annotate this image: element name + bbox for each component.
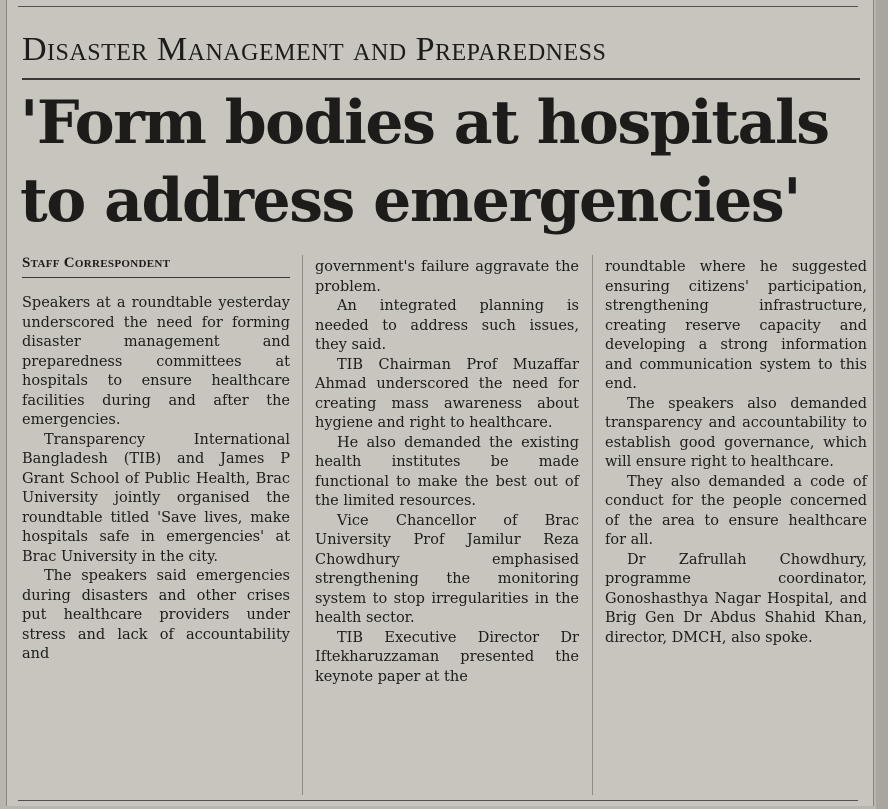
byline-block [22, 253, 292, 278]
section-kicker: Disaster Management and Preparedness [22, 31, 607, 68]
byline-rule [22, 277, 290, 278]
paragraph: roundtable where he suggested ensuring citizens' participation, strengthening infrastructure, creating reserve capacity and developing a strong information and communication system to this end. [605, 259, 867, 392]
paragraph: The speakers said emergencies during disasters and other crises put healthcare providers under stress and lack of accountability and [22, 568, 290, 662]
article-column-1 [22, 294, 290, 665]
paragraph: Transparency International Bangladesh (TIB) and James P Grant School of Public Health, Brac University jointly organised the roundtable titled 'Save lives, make hospitals safe in emergencies' at Brac University in the city. [22, 431, 290, 565]
paragraph: They also demanded a code of conduct for the people concerned of the area to ensure healthcare for all. [605, 473, 867, 548]
paragraph: The speakers also demanded transparency and accountability to establish good governance, which will ensure right to healthcare. [605, 395, 867, 470]
article-column-2 [315, 258, 579, 687]
paragraph: Vice Chancellor of Brac University Prof Jamilur Reza Chowdhury emphasised strengthening the monitoring system to stop irregularities in the health sector. [315, 512, 579, 626]
byline: Staff Correspondent [22, 255, 171, 271]
article-column-3 [605, 258, 867, 648]
paragraph: TIB Chairman Prof Muzaffar Ahmad underscored the need for creating mass awareness about hygiene and right to healthcare. [315, 356, 579, 431]
top-rule [18, 6, 858, 7]
paragraph: He also demanded the existing health institutes be made functional to make the best out of the limited resources. [315, 434, 579, 509]
adjacent-page-edge [876, 0, 888, 809]
paragraph: An integrated planning is needed to address such issues, they said. [315, 298, 579, 353]
headline-line-2: to address emergencies' [20, 166, 800, 236]
headline-line-1: 'Form bodies at hospitals [20, 88, 829, 158]
bottom-rule [18, 800, 858, 801]
paragraph: TIB Executive Director Dr Iftekharuzzaman presented the keynote paper at the [315, 629, 579, 685]
paragraph: Dr Zafrullah Chowdhury, programme coordinator, Gonoshasthya Nagar Hospital, and Brig Gen Dr Abdus Shahid Khan, director, DMCH, also spoke. [605, 551, 867, 646]
kicker-rule [22, 78, 860, 80]
column-divider-2 [592, 255, 593, 795]
headline [20, 84, 870, 240]
paragraph: government's failure aggravate the problem. [315, 259, 579, 295]
column-divider-1 [302, 255, 303, 795]
paragraph: Speakers at a roundtable yesterday underscored the need for forming disaster management and preparedness committees at hospitals to ensure healthcare facilities during and after the emergencies. [22, 295, 290, 428]
